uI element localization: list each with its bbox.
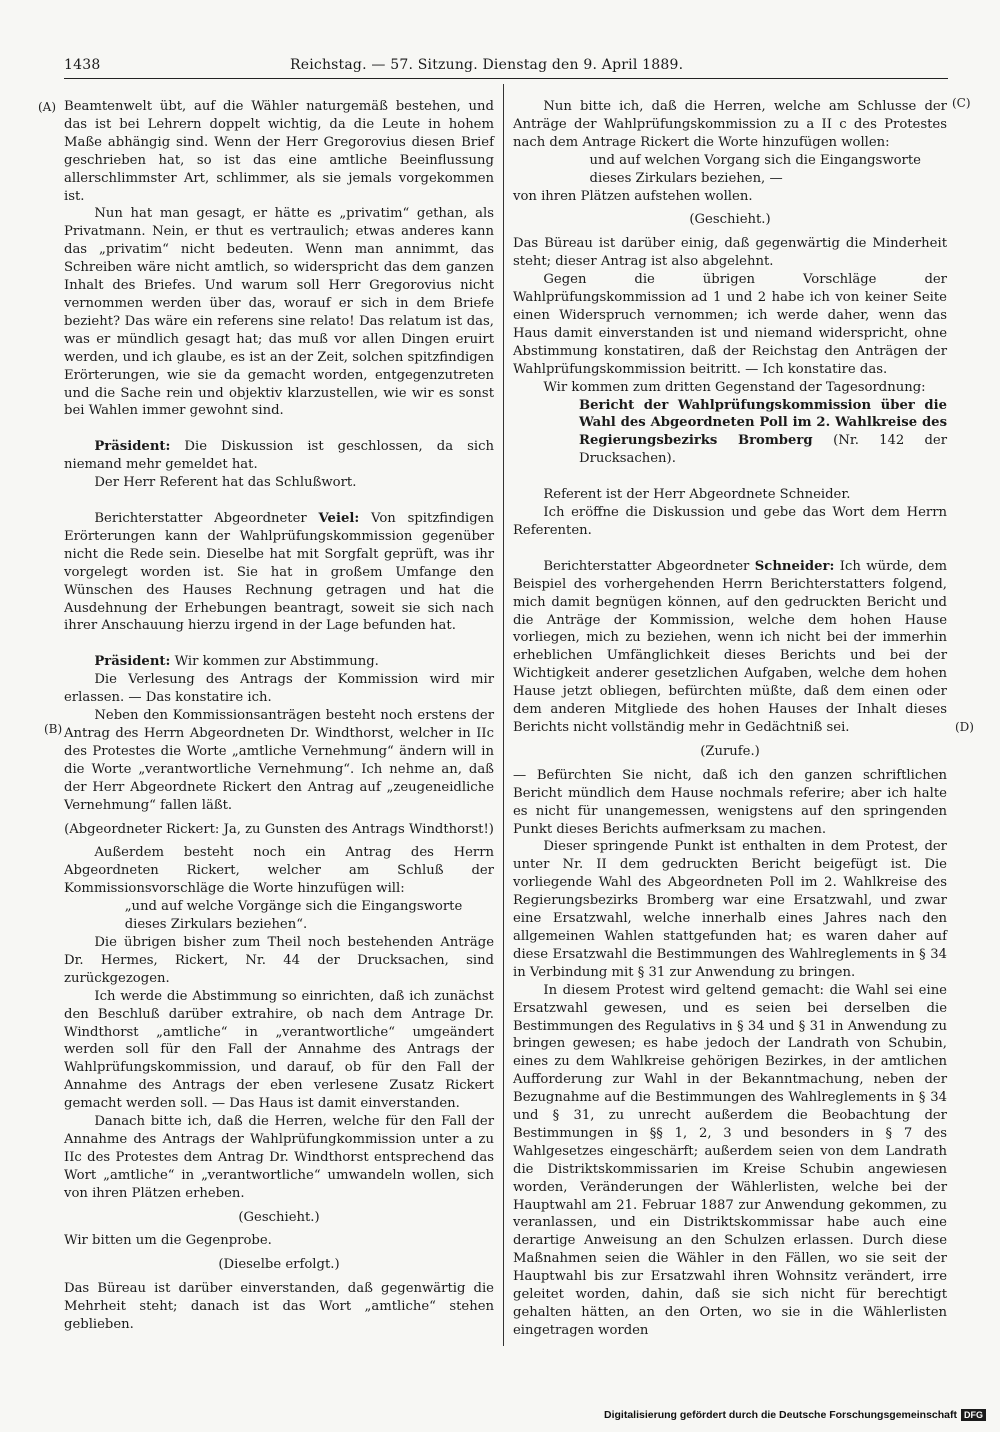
paragraph: Dieser springende Punkt ist enthalten in dem Protest, der unter Nr. II dem gedruckten Bericht beigefügt ist. Die vorliegende Wahl des Abgeordneten Poll im 2. Wahlkreise des Regierungsbezirks Bromberg war eine Ersatzwahl, und zwar eine Ersatzwahl, welche innerhalb eines Jahres nach den allgemeinen Wahlen stattgefunden hat; es waren daher auf diese Ersatzwahl die Bestimmungen des Wahlreglements in § 34 in Verbindung mit § 31 zur Anwendung zu bringen. [513,839,947,980]
speech-text: Die Diskussion ist geschlossen, da sich niemand mehr gemeldet hat. [64,439,494,473]
speaker-label: Schneider: [754,558,835,574]
paragraph [64,438,494,474]
paragraph [64,510,494,635]
speech-text: Von spitzfindigen Erörterungen kann der Wahlprüfungskommission gegenüber nicht die Rede sein. Dieselbe hat mit Sorgfalt geprüft, was ihr vorgelegt worden ist. Sie hat in großem Umfange den Wünschen des Hauses Rechnung getragen und hat die Ausdehnung der Erhebungen beantragt, soweit sie sich nach ihrer Anschauung hierzu irgend in der Lage befunden hat. [64,511,494,634]
paragraph: In diesem Protest wird geltend gemacht: die Wahl sei eine Ersatzwahl gewesen, und es seien bei derselben die Bestimmungen des Regulativs in § 34 und § 31 in Anwendung zu bringen gewesen; es habe jedoch der Landrath von Schubin, eines zu dem Wahlkreise gehörigen Bezirkes, in der amtlichen Aufforderung zur Wahl in der Bekanntmachung, neben der Bezugnahme auf die Bestimmungen des Wahlreglements in § 34 und § 31, zu unrecht außerdem die Beobachtung der Bestimmungen in §§ 1, 2, 3 und besonders in § 7 des Wahlgesetzes eingeschärft; außerdem seien von dem Landrath die Distriktskommissarien im Kreise Schubin angewiesen worden, Veränderungen der Wählerlisten, welche bei der Hauptwahl am 21. Februar 1887 zur Anwendung gekommen, zu veranlassen, und ein Distriktskommissar habe auch eine derartige Anweisung an den Schulzen erlassen. Durch diese Maßnahmen seien die Wähler in den Fällen, wo sie seit der Hauptwahl bis zur Ersatzwahl ihren Wohnsitz verändert, irre geleitet worden, dahin, daß sie sich nicht für berechtigt gehalten hätten, an den Orten, wo sie in die Wählerlisten eingetragen worden [513,982,947,1338]
speech-text: Wir kommen zur Abstimmung. [174,654,379,670]
column-divider [503,84,504,1346]
margin-letter-c: (C) [952,96,971,110]
paragraph [513,558,947,737]
paragraph: Neben den Kommissionsanträgen besteht noch erstens der Antrag des Herrn Abgeordneten Dr. Windthorst, welcher in IIc des Protestes die Worte „amtliche Vernehmung“ ändern will in die Worte „verantwortliche Vernehmung“. Ich nehme an, daß der Herr Abgeordnete Rickert den Antrag auf „zeugeneidliche Vernehmung“ fallen läßt. [64,708,494,813]
paragraph: Wir kommen zum dritten Gegenstand der Tagesordnung: [543,379,926,395]
paragraph: Der Herr Referent hat das Schlußwort. [94,475,357,491]
paragraph: Die übrigen bisher zum Theil noch bestehenden Anträge Dr. Hermes, Rickert, Nr. 44 der Drucksachen, sind zurückgezogen. [64,934,494,986]
speaker-role: Berichterstatter Abgeordneter [94,511,307,527]
speaker-label: Präsident: [94,439,171,455]
paragraph: Beamtenwelt übt, auf die Wähler naturgemäß bestehen, und das ist bei Lehrern doppelt wichtig, da die Leute in hohem Maße abhängig sind. Wenn der Herr Gregorovius diesen Brief geschrieben hat, so ist das eine amtliche Beeinflussung allerschlimmster Art, schlimmer, als sie jemals vorgekommen ist. [64,99,494,204]
agenda-title: Bericht der Wahlprüfungskommission über die Wahl des Abgeordneten Poll im 2. Wahlkreise des Regierungsbezirks Bromberg [579,397,947,449]
stage-direction: (Geschieht.) [689,212,771,228]
margin-letter-d: (D) [955,720,974,734]
credit-text: Digitalisierung gefördert durch die Deutsche Forschungsgemeinschaft [604,1409,957,1421]
left-column [64,98,494,1334]
paragraph [64,653,494,671]
quoted-motion: „und auf welche Vorgänge sich die Eingangsworte dieses Zirkulars beziehen“. [124,899,463,933]
digitization-credit [604,1406,986,1424]
paragraph: Außerdem besteht noch ein Antrag des Herrn Abgeordneten Rickert, welcher am Schluß der Kommissionsvorschläge die Worte hinzufügen will: [64,845,494,897]
header-rule [64,78,948,79]
agenda-item [513,397,947,469]
margin-letter-a: (A) [38,100,57,114]
paragraph: — Befürchten Sie nicht, daß ich den ganzen schriftlichen Bericht mündlich dem Hause nochmals referire; aber ich halte es nicht für unangemessen, wenigstens auf den springenden Punkt dieses Berichts aufmerksam zu machen. [513,767,947,837]
speech-text: Ich würde, dem Beispiel des vorhergehenden Herrn Berichterstatters folgend, mich damit begnügen können, auf den gedruckten Bericht und die Anträge der Kommission, welche dem hohen Hause vorliegen, mich zu beziehen, wenn ich nicht bei der immerhin erheblichen Umfänglichkeit dieses Berichts und bei der Wichtigkeit anderer gesetzlichen Aufgaben, welche dem hohen Hause jetzt obliegen, befürchten müßte, daß dem einen oder dem anderen Mitgliede des hohen Hauses der Inhalt dieses Berichts nicht vollständig mehr in Gedächtniß sei. [513,558,947,735]
right-column [513,98,947,1340]
dfg-logo: DFG [961,1409,986,1421]
speaker-label: Präsident: [94,654,171,670]
paragraph: Die Verlesung des Antrags der Kommission wird mir erlassen. — Das konstatire ich. [64,672,494,706]
paragraph: Nun hat man gesagt, er hätte es „privatim“ gethan, als Privatmann. Nein, er thut es vertraulich; etwas anderes kann das „privatim“ nicht bedeuten. Wenn man annimmt, das Schreiben wäre nicht amtlich, so widerspricht das dem ganzen Inhalt des Briefes. Und warum soll Herr Gregorovius nicht vernommen werden über das, worauf er sich in dem Briefe bezieht? Das wäre ein referens sine relato! Das relatum ist das, was er mündlich gesagt hat; das muß vor allen Dingen eruirt werden, und ich glaube, es ist an der Zeit, solchen spitzfindigen Erörterungen, wie sie da gemacht worden, entgegenzutreten und die Sache rein und objektiv klarzustellen, wie wir es sonst bei Wahlen immer gewohnt sind. [64,206,494,419]
speaker-role: Berichterstatter Abgeordneter [543,558,750,574]
header-title: Reichstag. — 57. Sitzung. Dienstag den 9. April 1889. [290,57,684,73]
running-header [64,57,948,77]
stage-direction: (Geschieht.) [238,1209,320,1225]
stage-direction: (Dieselbe erfolgt.) [218,1257,340,1273]
paragraph: Referent ist der Herr Abgeordnete Schneider. [543,487,851,503]
paragraph: Gegen die übrigen Vorschläge der Wahlprüfungskommission ad 1 und 2 habe ich von keiner Seite einen Widerspruch vernommen; ich werde daher, wenn das Haus damit einverstanden ist und niemand widerspricht, ohne Abstimmung konstatiren, daß der Reichstag den Anträgen der Wahlprüfungskommission beitritt. — Ich konstatire das. [513,272,947,377]
paragraph: Das Büreau ist darüber einig, daß gegenwärtig die Minderheit steht; dieser Antrag ist also abgelehnt. [513,236,947,270]
paragraph: von ihren Plätzen aufstehen wollen. [513,188,753,204]
paragraph: Ich werde die Abstimmung so einrichten, daß ich zunächst den Beschluß darüber extrahire, ob nach dem Antrage Dr. Windthorst „amtliche“ in „verantwortliche“ umgeändert werden soll für den Fall der Annahme des Antrags der Wahlprüfungskommission, und darauf, ob für den Fall der Annahme des Antrags der eben verlesene Zusatz Rickert gemacht werden soll. — Das Haus ist damit einverstanden. [64,988,494,1112]
page-number: 1438 [64,57,101,73]
paragraph: Wir bitten um die Gegenprobe. [64,1233,272,1249]
paragraph: Danach bitte ich, daß die Herren, welche für den Fall der Annahme des Antrags der Wahlprüfungkommission unter a zu IIc des Protestes dem Antrag Dr. Windthorst entsprechend das Wort „amtliche“ in „verantwortliche“ umwandeln wollen, sich von ihren Plätzen erheben. [64,1114,494,1201]
quoted-motion: und auf welchen Vorgang sich die Eingangsworte dieses Zirkulars beziehen, — [589,152,921,186]
interjection: (Zurufe.) [700,743,760,759]
interjection: (Abgeordneter Rickert: Ja, zu Gunsten des Antrags Windthorst!) [64,821,494,837]
paragraph: Das Büreau ist darüber einverstanden, daß gegenwärtig die Mehrheit steht; danach ist das Wort „amtliche“ stehen geblieben. [64,1281,494,1333]
agenda-reference: (Nr. 142 der Drucksachen). [579,433,947,467]
speaker-label: Veiel: [318,511,360,527]
margin-letter-b: (B) [44,722,63,736]
paragraph: Ich eröffne die Diskussion und gebe das Wort dem Herrn Referenten. [513,505,947,538]
paragraph: Nun bitte ich, daß die Herren, welche am Schlusse der Anträge der Wahlprüfungskommission zu a II c des Protestes nach dem Antrage Rickert die Worte hinzufügen wollen: [513,99,947,150]
